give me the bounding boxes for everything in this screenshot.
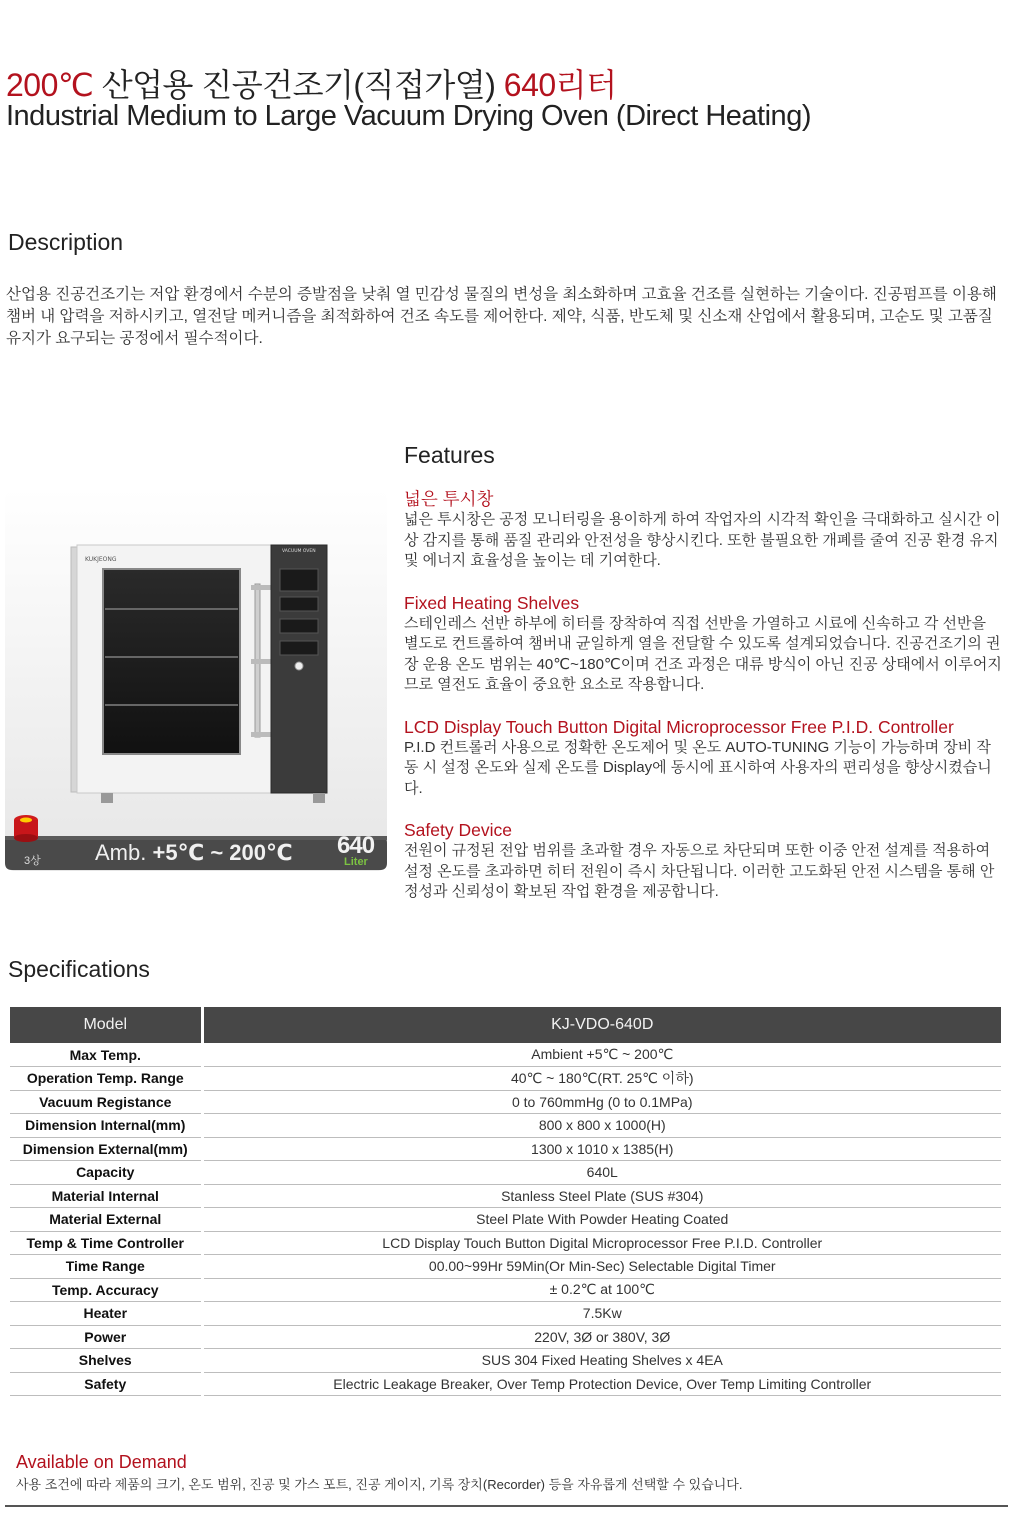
table-row xyxy=(10,1067,1001,1091)
title-capacity: 640리터 xyxy=(503,67,617,103)
features-heading: Features xyxy=(404,442,495,468)
spec-value: Electric Leakage Breaker, Over Temp Protection Device, Over Temp Limiting Controller xyxy=(202,1372,1001,1396)
spec-value: 0 to 760mmHg (0 to 0.1MPa) xyxy=(202,1090,1001,1114)
brand-logo: KUKJEONG xyxy=(85,556,117,563)
available-on-demand-title: Available on Demand xyxy=(16,1452,187,1472)
column-header-model-number: KJ-VDO-640D xyxy=(202,1007,1001,1043)
description-heading: Description xyxy=(8,229,124,255)
feature-title: Safety Device xyxy=(404,820,512,840)
power-phase-label: 3상 xyxy=(24,855,41,867)
spec-value: 7.5Kw xyxy=(202,1302,1001,1326)
spec-value: 800 x 800 x 1000(H) xyxy=(202,1114,1001,1138)
spec-label: Temp. Accuracy xyxy=(10,1278,202,1302)
product-image xyxy=(5,489,387,871)
spec-label: Power xyxy=(10,1325,202,1349)
spec-label: Shelves xyxy=(10,1349,202,1373)
spec-label: Max Temp. xyxy=(10,1043,202,1067)
temperature-range-value: +5℃ ~ 200℃ xyxy=(152,840,293,865)
title-product-name: 산업용 진공건조기(직접가열) xyxy=(101,67,496,103)
table-row xyxy=(10,1114,1001,1138)
capacity-value: 640 xyxy=(337,832,375,859)
spec-value: 1300 x 1010 x 1385(H) xyxy=(202,1137,1001,1161)
temperature-range xyxy=(95,840,293,866)
spec-value: 220V, 3Ø or 380V, 3Ø xyxy=(202,1325,1001,1349)
table-row xyxy=(10,1137,1001,1161)
feature-item xyxy=(404,716,1004,800)
feature-text: 넓은 투시창은 공정 모니터링을 용이하게 하여 작업자의 시각적 확인을 극대화하고 실시간 이상 감지를 통해 품질 관리와 안전성을 향상시킨다. 또한 불필요한 개폐를 줄여 진공 환경 유지 및 에너지 효율성을 높이는 데 기여한다. xyxy=(404,511,1001,569)
feature-text: P.I.D 컨트롤러 사용으로 정확한 온도제어 및 온도 AUTO-TUNING 기능이 가능하며 장비 작동 시 설정 온도와 실제 온도를 Display에 동시에 표시하여 사용자의 편리성을 향상시켰습니다. xyxy=(404,738,992,797)
feature-title: Fixed Heating Shelves xyxy=(404,592,580,613)
title-temperature: 200℃ xyxy=(6,67,94,103)
spec-value: 640L xyxy=(202,1161,1001,1185)
feature-text: 전원이 규정된 전압 범위를 초과할 경우 자동으로 차단되며 또한 이중 안전 설계를 적용하여 설정 온도를 초과하면 히터 전원이 즉시 차단됩니다. 이러한 고도화된 안전 시스템을 통해 안정성과 신뢰성이 확보된 작업 환경을 제공합니다. xyxy=(404,842,995,900)
vacuum-oven-illustration xyxy=(5,489,387,871)
spec-value: 40℃ ~ 180℃(RT. 25℃ 이하) xyxy=(202,1067,1001,1091)
table-row xyxy=(10,1349,1001,1373)
feature-title: LCD Display Touch Button Digital Microprocessor Free P.I.D. Controller xyxy=(404,716,954,737)
specifications-table xyxy=(10,1007,1001,1396)
table-row xyxy=(10,1184,1001,1208)
description-text: 산업용 진공건조기는 저압 환경에서 수분의 증발점을 낮춰 열 민감성 물질의 변성을 최소화하며 고효율 건조를 실현하는 기술이다. 진공펌프를 이용해 챔버 내 압력을 저하시키고, 열전달 메커니즘을 최적화하여 건조 속도를 제어한다. 제약, 식품, 반도체 및 신소재 산업에서 활용되며, 고순도 및 고품질 유지가 요구되는 공정에서 필수적이다. xyxy=(6,286,997,347)
spec-value: Stanless Steel Plate (SUS #304) xyxy=(202,1184,1001,1208)
table-row xyxy=(10,1302,1001,1326)
spec-label: Material Internal xyxy=(10,1184,202,1208)
spec-label: Time Range xyxy=(10,1255,202,1279)
page-title-english: Industrial Medium to Large Vacuum Drying Oven (Direct Heating) xyxy=(6,100,811,132)
spec-value: LCD Display Touch Button Digital Microprocessor Free P.I.D. Controller xyxy=(202,1231,1001,1255)
spec-label: Material External xyxy=(10,1208,202,1232)
table-row xyxy=(10,1043,1001,1067)
spec-label: Dimension External(mm) xyxy=(10,1137,202,1161)
column-header-model: Model xyxy=(10,1007,202,1043)
spec-label: Temp & Time Controller xyxy=(10,1231,202,1255)
panel-label: VACUUM OVEN xyxy=(282,549,316,554)
table-row xyxy=(10,1161,1001,1185)
spec-label: Safety xyxy=(10,1372,202,1396)
spec-value: SUS 304 Fixed Heating Shelves x 4EA xyxy=(202,1349,1001,1373)
spec-label: Dimension Internal(mm) xyxy=(10,1114,202,1138)
table-header-row xyxy=(10,1007,1001,1043)
spec-label: Vacuum Registance xyxy=(10,1090,202,1114)
feature-item xyxy=(404,819,1004,903)
feature-item xyxy=(404,592,1004,696)
specifications-heading: Specifications xyxy=(8,956,150,982)
spec-value: ± 0.2℃ at 100℃ xyxy=(202,1278,1001,1302)
features-list xyxy=(404,488,1004,923)
capacity-unit: Liter xyxy=(344,856,368,868)
spec-value: Steel Plate With Powder Heating Coated xyxy=(202,1208,1001,1232)
spec-value: Ambient +5℃ ~ 200℃ xyxy=(202,1043,1001,1067)
spec-label: Operation Temp. Range xyxy=(10,1067,202,1091)
feature-item xyxy=(404,488,1004,572)
spec-label: Capacity xyxy=(10,1161,202,1185)
bottom-divider xyxy=(5,1505,1008,1507)
table-row xyxy=(10,1231,1001,1255)
feature-title: 넓은 투시창 xyxy=(404,489,494,509)
temperature-range-prefix: Amb. xyxy=(95,840,147,865)
spec-value: 00.00~99Hr 59Min(Or Min-Sec) Selectable Digital Timer xyxy=(202,1255,1001,1279)
table-row xyxy=(10,1372,1001,1396)
table-row xyxy=(10,1278,1001,1302)
table-row xyxy=(10,1208,1001,1232)
available-on-demand-text: 사용 조건에 따라 제품의 크기, 온도 범위, 진공 및 가스 포트, 진공 게이지, 기록 장치(Recorder) 등을 자유롭게 선택할 수 있습니다. xyxy=(16,1477,743,1492)
table-row xyxy=(10,1090,1001,1114)
power-plug-icon xyxy=(11,809,41,849)
spec-label: Heater xyxy=(10,1302,202,1326)
table-row xyxy=(10,1255,1001,1279)
table-row xyxy=(10,1325,1001,1349)
spec-band xyxy=(0,822,388,877)
feature-text: 스테인레스 선반 하부에 히터를 장착하여 직접 선반을 가열하고 시료에 신속하고 각 선반을 별도로 컨트롤하여 챔버내 균일하게 열을 전달할 수 있도록 설계되었습니다. 진공건조기의 권장 운용 온도 범위는 40℃~180℃이며 건조 과정은 대류 방식이 아닌 진공 상태에서 이루어지므로 열전도 효율이 중요한 요소로 작용합니다. xyxy=(404,614,1002,693)
